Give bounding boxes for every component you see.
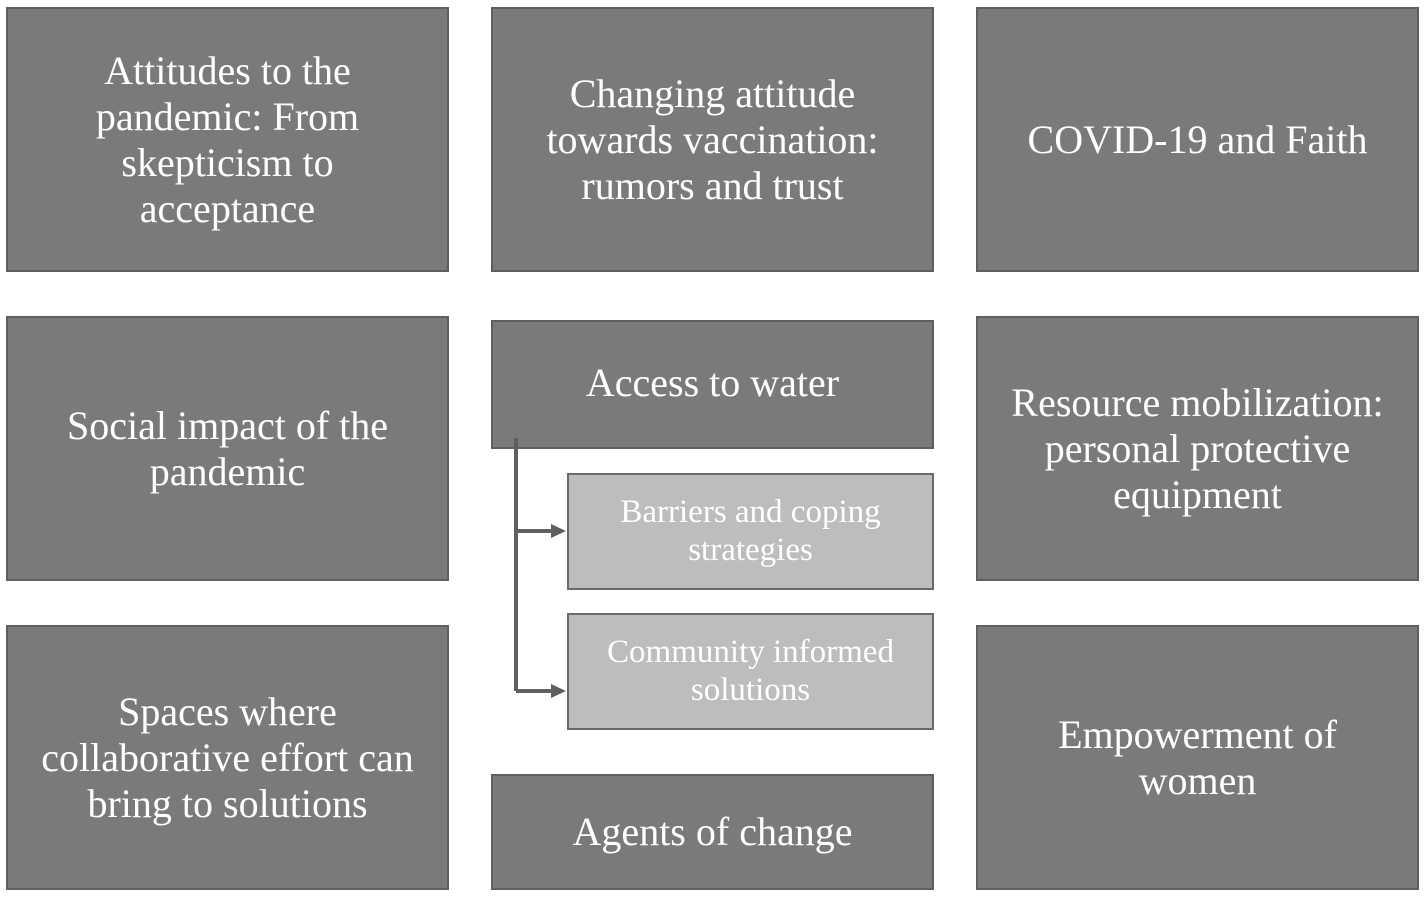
arrowhead-community-icon bbox=[551, 684, 566, 698]
theme-label-faith: COVID-19 and Faith bbox=[1027, 116, 1368, 162]
subtheme-label-barriers: Barriers and coping strategies bbox=[620, 493, 881, 568]
theme-label-water: Access to water bbox=[585, 359, 840, 405]
arrowhead-barriers-icon bbox=[551, 524, 566, 538]
theme-label-attitudes: Attitudes to the pandemic: From skepticism to acceptance bbox=[95, 47, 360, 231]
subtheme-label-community: Community informed solutions bbox=[607, 633, 894, 708]
theme-label-women: Empowerment of women bbox=[1058, 711, 1337, 803]
theme-label-agents: Agents of change bbox=[572, 809, 853, 854]
theme-label-vaccination: Changing attitude towards vaccination: rumors and trust bbox=[546, 70, 879, 208]
theme-label-resources: Resource mobilization: personal protective equipment bbox=[1011, 379, 1384, 517]
theme-label-social-impact: Social impact of the pandemic bbox=[66, 402, 388, 494]
theme-label-spaces: Spaces where collaborative effort can bring to solutions bbox=[41, 688, 414, 826]
